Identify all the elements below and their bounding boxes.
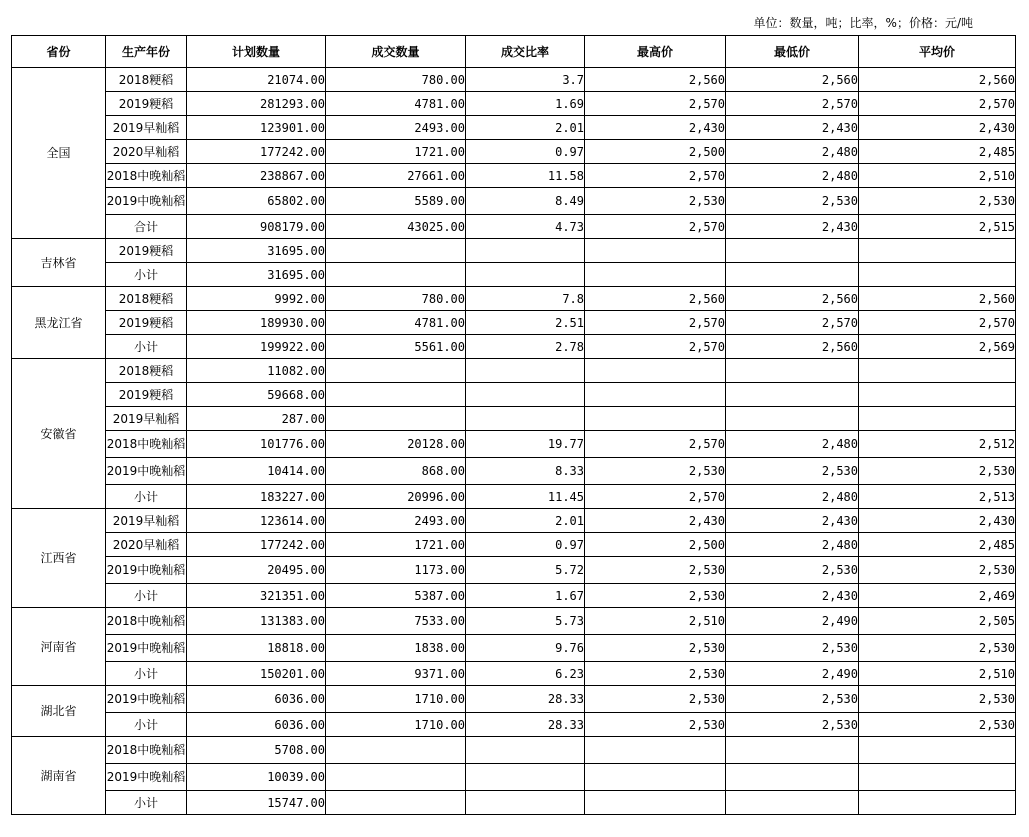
traded-cell: 780.00 xyxy=(326,287,466,311)
header-year: 生产年份 xyxy=(106,36,187,68)
header-ratio: 成交比率 xyxy=(466,36,585,68)
table-row xyxy=(12,662,1016,686)
min-price-cell xyxy=(726,359,859,383)
min-price-cell: 2,490 xyxy=(726,608,859,635)
ratio-cell xyxy=(466,239,585,263)
province-cell: 全国 xyxy=(12,68,106,239)
ratio-cell: 5.73 xyxy=(466,608,585,635)
min-price-cell: 2,430 xyxy=(726,116,859,140)
ratio-cell xyxy=(466,764,585,791)
province-cell: 江西省 xyxy=(12,509,106,608)
max-price-cell: 2,530 xyxy=(585,686,726,713)
min-price-cell: 2,430 xyxy=(726,584,859,608)
min-price-cell xyxy=(726,263,859,287)
max-price-cell xyxy=(585,764,726,791)
ratio-cell: 8.49 xyxy=(466,188,585,215)
traded-cell: 4781.00 xyxy=(326,92,466,116)
year-cell: 小计 xyxy=(106,791,187,815)
planned-cell: 281293.00 xyxy=(187,92,326,116)
table-row xyxy=(12,287,1016,311)
year-cell: 2019中晚籼稻 xyxy=(106,188,187,215)
min-price-cell: 2,560 xyxy=(726,68,859,92)
min-price-cell xyxy=(726,383,859,407)
avg-price-cell: 2,430 xyxy=(859,509,1016,533)
avg-price-cell: 2,510 xyxy=(859,662,1016,686)
ratio-cell: 0.97 xyxy=(466,533,585,557)
ratio-cell: 28.33 xyxy=(466,713,585,737)
ratio-cell: 2.01 xyxy=(466,116,585,140)
year-cell: 2019粳稻 xyxy=(106,92,187,116)
planned-cell: 177242.00 xyxy=(187,140,326,164)
min-price-cell: 2,480 xyxy=(726,533,859,557)
planned-cell: 238867.00 xyxy=(187,164,326,188)
max-price-cell xyxy=(585,359,726,383)
avg-price-cell: 2,512 xyxy=(859,431,1016,458)
max-price-cell: 2,510 xyxy=(585,608,726,635)
traded-cell: 7533.00 xyxy=(326,608,466,635)
year-cell: 2018粳稻 xyxy=(106,287,187,311)
province-cell: 湖北省 xyxy=(12,686,106,737)
avg-price-cell: 2,485 xyxy=(859,140,1016,164)
year-cell: 2018粳稻 xyxy=(106,68,187,92)
min-price-cell: 2,570 xyxy=(726,311,859,335)
avg-price-cell: 2,469 xyxy=(859,584,1016,608)
planned-cell: 150201.00 xyxy=(187,662,326,686)
max-price-cell: 2,570 xyxy=(585,431,726,458)
year-cell: 2019粳稻 xyxy=(106,383,187,407)
max-price-cell: 2,500 xyxy=(585,533,726,557)
min-price-cell: 2,480 xyxy=(726,431,859,458)
ratio-cell: 1.67 xyxy=(466,584,585,608)
min-price-cell: 2,430 xyxy=(726,509,859,533)
planned-cell: 287.00 xyxy=(187,407,326,431)
max-price-cell xyxy=(585,263,726,287)
year-cell: 2019早籼稻 xyxy=(106,509,187,533)
max-price-cell: 2,570 xyxy=(585,92,726,116)
traded-cell xyxy=(326,791,466,815)
year-cell: 2019中晚籼稻 xyxy=(106,635,187,662)
year-cell: 2020早籼稻 xyxy=(106,533,187,557)
max-price-cell: 2,570 xyxy=(585,215,726,239)
avg-price-cell xyxy=(859,383,1016,407)
table-row xyxy=(12,239,1016,263)
avg-price-cell: 2,530 xyxy=(859,686,1016,713)
ratio-cell xyxy=(466,383,585,407)
max-price-cell: 2,560 xyxy=(585,287,726,311)
table-row xyxy=(12,584,1016,608)
ratio-cell: 4.73 xyxy=(466,215,585,239)
avg-price-cell xyxy=(859,359,1016,383)
max-price-cell xyxy=(585,383,726,407)
ratio-cell: 28.33 xyxy=(466,686,585,713)
ratio-cell: 2.51 xyxy=(466,311,585,335)
avg-price-cell xyxy=(859,737,1016,764)
table-row xyxy=(12,737,1016,764)
traded-cell: 4781.00 xyxy=(326,311,466,335)
planned-cell: 21074.00 xyxy=(187,68,326,92)
ratio-cell: 19.77 xyxy=(466,431,585,458)
table-row xyxy=(12,383,1016,407)
planned-cell: 18818.00 xyxy=(187,635,326,662)
traded-cell: 5387.00 xyxy=(326,584,466,608)
ratio-cell: 7.8 xyxy=(466,287,585,311)
avg-price-cell: 2,570 xyxy=(859,311,1016,335)
table-row xyxy=(12,608,1016,635)
table-row xyxy=(12,764,1016,791)
table-row xyxy=(12,140,1016,164)
traded-cell: 1838.00 xyxy=(326,635,466,662)
planned-cell: 65802.00 xyxy=(187,188,326,215)
planned-cell: 5708.00 xyxy=(187,737,326,764)
table-row xyxy=(12,263,1016,287)
avg-price-cell: 2,530 xyxy=(859,188,1016,215)
max-price-cell: 2,430 xyxy=(585,509,726,533)
ratio-cell: 0.97 xyxy=(466,140,585,164)
avg-price-cell: 2,530 xyxy=(859,635,1016,662)
ratio-cell xyxy=(466,263,585,287)
planned-cell: 908179.00 xyxy=(187,215,326,239)
province-cell: 湖南省 xyxy=(12,737,106,815)
ratio-cell: 2.01 xyxy=(466,509,585,533)
traded-cell: 868.00 xyxy=(326,458,466,485)
table-row xyxy=(12,791,1016,815)
year-cell: 2019粳稻 xyxy=(106,239,187,263)
ratio-cell xyxy=(466,737,585,764)
year-cell: 2019中晚籼稻 xyxy=(106,764,187,791)
year-cell: 2019中晚籼稻 xyxy=(106,557,187,584)
planned-cell: 10039.00 xyxy=(187,764,326,791)
min-price-cell: 2,480 xyxy=(726,164,859,188)
ratio-cell: 6.23 xyxy=(466,662,585,686)
table-row xyxy=(12,635,1016,662)
planned-cell: 177242.00 xyxy=(187,533,326,557)
traded-cell xyxy=(326,737,466,764)
header-traded: 成交数量 xyxy=(326,36,466,68)
ratio-cell: 9.76 xyxy=(466,635,585,662)
min-price-cell: 2,480 xyxy=(726,140,859,164)
table-row xyxy=(12,686,1016,713)
planned-cell: 189930.00 xyxy=(187,311,326,335)
year-cell: 2019早籼稻 xyxy=(106,407,187,431)
year-cell: 合计 xyxy=(106,215,187,239)
table-row xyxy=(12,485,1016,509)
traded-cell: 1710.00 xyxy=(326,713,466,737)
table-row xyxy=(12,509,1016,533)
year-cell: 2019早籼稻 xyxy=(106,116,187,140)
avg-price-cell xyxy=(859,407,1016,431)
header-row xyxy=(12,36,1016,68)
planned-cell: 11082.00 xyxy=(187,359,326,383)
year-cell: 小计 xyxy=(106,662,187,686)
table-row xyxy=(12,407,1016,431)
max-price-cell: 2,530 xyxy=(585,713,726,737)
min-price-cell: 2,530 xyxy=(726,635,859,662)
avg-price-cell: 2,510 xyxy=(859,164,1016,188)
planned-cell: 123901.00 xyxy=(187,116,326,140)
min-price-cell xyxy=(726,737,859,764)
avg-price-cell: 2,560 xyxy=(859,287,1016,311)
avg-price-cell: 2,505 xyxy=(859,608,1016,635)
year-cell: 2019中晚籼稻 xyxy=(106,458,187,485)
planned-cell: 59668.00 xyxy=(187,383,326,407)
avg-price-cell xyxy=(859,239,1016,263)
min-price-cell: 2,560 xyxy=(726,335,859,359)
min-price-cell: 2,530 xyxy=(726,557,859,584)
avg-price-cell: 2,569 xyxy=(859,335,1016,359)
traded-cell: 1721.00 xyxy=(326,533,466,557)
min-price-cell: 2,530 xyxy=(726,713,859,737)
planned-cell: 199922.00 xyxy=(187,335,326,359)
planned-cell: 131383.00 xyxy=(187,608,326,635)
max-price-cell: 2,430 xyxy=(585,116,726,140)
traded-cell xyxy=(326,383,466,407)
year-cell: 2018中晚籼稻 xyxy=(106,608,187,635)
avg-price-cell: 2,515 xyxy=(859,215,1016,239)
avg-price-cell xyxy=(859,764,1016,791)
planned-cell: 31695.00 xyxy=(187,239,326,263)
max-price-cell: 2,530 xyxy=(585,584,726,608)
ratio-cell: 8.33 xyxy=(466,458,585,485)
min-price-cell: 2,530 xyxy=(726,188,859,215)
ratio-cell: 11.45 xyxy=(466,485,585,509)
ratio-cell: 3.7 xyxy=(466,68,585,92)
min-price-cell xyxy=(726,791,859,815)
min-price-cell: 2,570 xyxy=(726,92,859,116)
table-row xyxy=(12,431,1016,458)
year-cell: 小计 xyxy=(106,713,187,737)
province-cell: 安徽省 xyxy=(12,359,106,509)
max-price-cell xyxy=(585,239,726,263)
ratio-cell xyxy=(466,791,585,815)
max-price-cell: 2,530 xyxy=(585,635,726,662)
traded-cell: 9371.00 xyxy=(326,662,466,686)
header-min-price: 最低价 xyxy=(726,36,859,68)
table-body xyxy=(12,68,1016,815)
min-price-cell: 2,430 xyxy=(726,215,859,239)
traded-cell: 1173.00 xyxy=(326,557,466,584)
avg-price-cell: 2,530 xyxy=(859,458,1016,485)
ratio-cell xyxy=(466,407,585,431)
unit-note: 单位：数量，吨；比率，%；价格：元/吨 xyxy=(753,16,973,30)
table-row xyxy=(12,68,1016,92)
max-price-cell: 2,570 xyxy=(585,164,726,188)
traded-cell: 2493.00 xyxy=(326,116,466,140)
planned-cell: 6036.00 xyxy=(187,686,326,713)
year-cell: 2018中晚籼稻 xyxy=(106,431,187,458)
max-price-cell: 2,500 xyxy=(585,140,726,164)
planned-cell: 123614.00 xyxy=(187,509,326,533)
min-price-cell xyxy=(726,407,859,431)
year-cell: 小计 xyxy=(106,485,187,509)
year-cell: 2019粳稻 xyxy=(106,311,187,335)
min-price-cell: 2,480 xyxy=(726,485,859,509)
max-price-cell xyxy=(585,407,726,431)
max-price-cell: 2,570 xyxy=(585,485,726,509)
min-price-cell xyxy=(726,764,859,791)
year-cell: 小计 xyxy=(106,584,187,608)
header-planned: 计划数量 xyxy=(187,36,326,68)
min-price-cell: 2,530 xyxy=(726,686,859,713)
table-row xyxy=(12,713,1016,737)
planned-cell: 101776.00 xyxy=(187,431,326,458)
table-row xyxy=(12,359,1016,383)
planned-cell: 10414.00 xyxy=(187,458,326,485)
min-price-cell: 2,560 xyxy=(726,287,859,311)
traded-cell: 27661.00 xyxy=(326,164,466,188)
avg-price-cell: 2,430 xyxy=(859,116,1016,140)
traded-cell: 20996.00 xyxy=(326,485,466,509)
traded-cell xyxy=(326,407,466,431)
year-cell: 小计 xyxy=(106,335,187,359)
ratio-cell: 2.78 xyxy=(466,335,585,359)
table-row xyxy=(12,116,1016,140)
year-cell: 2018中晚籼稻 xyxy=(106,737,187,764)
min-price-cell: 2,530 xyxy=(726,458,859,485)
avg-price-cell: 2,530 xyxy=(859,557,1016,584)
traded-cell: 1721.00 xyxy=(326,140,466,164)
max-price-cell xyxy=(585,791,726,815)
avg-price-cell: 2,570 xyxy=(859,92,1016,116)
planned-cell: 15747.00 xyxy=(187,791,326,815)
year-cell: 2018中晚籼稻 xyxy=(106,164,187,188)
ratio-cell: 1.69 xyxy=(466,92,585,116)
province-cell: 黑龙江省 xyxy=(12,287,106,359)
min-price-cell: 2,490 xyxy=(726,662,859,686)
traded-cell: 5561.00 xyxy=(326,335,466,359)
traded-cell: 1710.00 xyxy=(326,686,466,713)
year-cell: 2019中晚籼稻 xyxy=(106,686,187,713)
ratio-cell: 5.72 xyxy=(466,557,585,584)
year-cell: 2020早籼稻 xyxy=(106,140,187,164)
table-row xyxy=(12,92,1016,116)
province-cell: 河南省 xyxy=(12,608,106,686)
rice-auction-table xyxy=(11,35,1016,815)
ratio-cell xyxy=(466,359,585,383)
table-row xyxy=(12,311,1016,335)
traded-cell: 2493.00 xyxy=(326,509,466,533)
planned-cell: 6036.00 xyxy=(187,713,326,737)
max-price-cell: 2,530 xyxy=(585,557,726,584)
table-row xyxy=(12,458,1016,485)
planned-cell: 9992.00 xyxy=(187,287,326,311)
max-price-cell: 2,530 xyxy=(585,662,726,686)
avg-price-cell: 2,485 xyxy=(859,533,1016,557)
traded-cell: 780.00 xyxy=(326,68,466,92)
avg-price-cell xyxy=(859,791,1016,815)
header-max-price: 最高价 xyxy=(585,36,726,68)
traded-cell: 20128.00 xyxy=(326,431,466,458)
planned-cell: 20495.00 xyxy=(187,557,326,584)
max-price-cell: 2,530 xyxy=(585,188,726,215)
table-row xyxy=(12,164,1016,188)
avg-price-cell: 2,560 xyxy=(859,68,1016,92)
max-price-cell: 2,560 xyxy=(585,68,726,92)
planned-cell: 321351.00 xyxy=(187,584,326,608)
year-cell: 小计 xyxy=(106,263,187,287)
avg-price-cell: 2,530 xyxy=(859,713,1016,737)
header-avg-price: 平均价 xyxy=(859,36,1016,68)
max-price-cell: 2,570 xyxy=(585,335,726,359)
max-price-cell: 2,570 xyxy=(585,311,726,335)
province-cell: 吉林省 xyxy=(12,239,106,287)
traded-cell: 5589.00 xyxy=(326,188,466,215)
max-price-cell xyxy=(585,737,726,764)
avg-price-cell xyxy=(859,263,1016,287)
ratio-cell: 11.58 xyxy=(466,164,585,188)
traded-cell xyxy=(326,359,466,383)
table-row xyxy=(12,215,1016,239)
max-price-cell: 2,530 xyxy=(585,458,726,485)
year-cell: 2018粳稻 xyxy=(106,359,187,383)
header-province: 省份 xyxy=(12,36,106,68)
planned-cell: 31695.00 xyxy=(187,263,326,287)
traded-cell xyxy=(326,239,466,263)
traded-cell xyxy=(326,764,466,791)
avg-price-cell: 2,513 xyxy=(859,485,1016,509)
planned-cell: 183227.00 xyxy=(187,485,326,509)
table-row xyxy=(12,533,1016,557)
min-price-cell xyxy=(726,239,859,263)
table-row xyxy=(12,335,1016,359)
traded-cell xyxy=(326,263,466,287)
table-row xyxy=(12,188,1016,215)
traded-cell: 43025.00 xyxy=(326,215,466,239)
table-row xyxy=(12,557,1016,584)
